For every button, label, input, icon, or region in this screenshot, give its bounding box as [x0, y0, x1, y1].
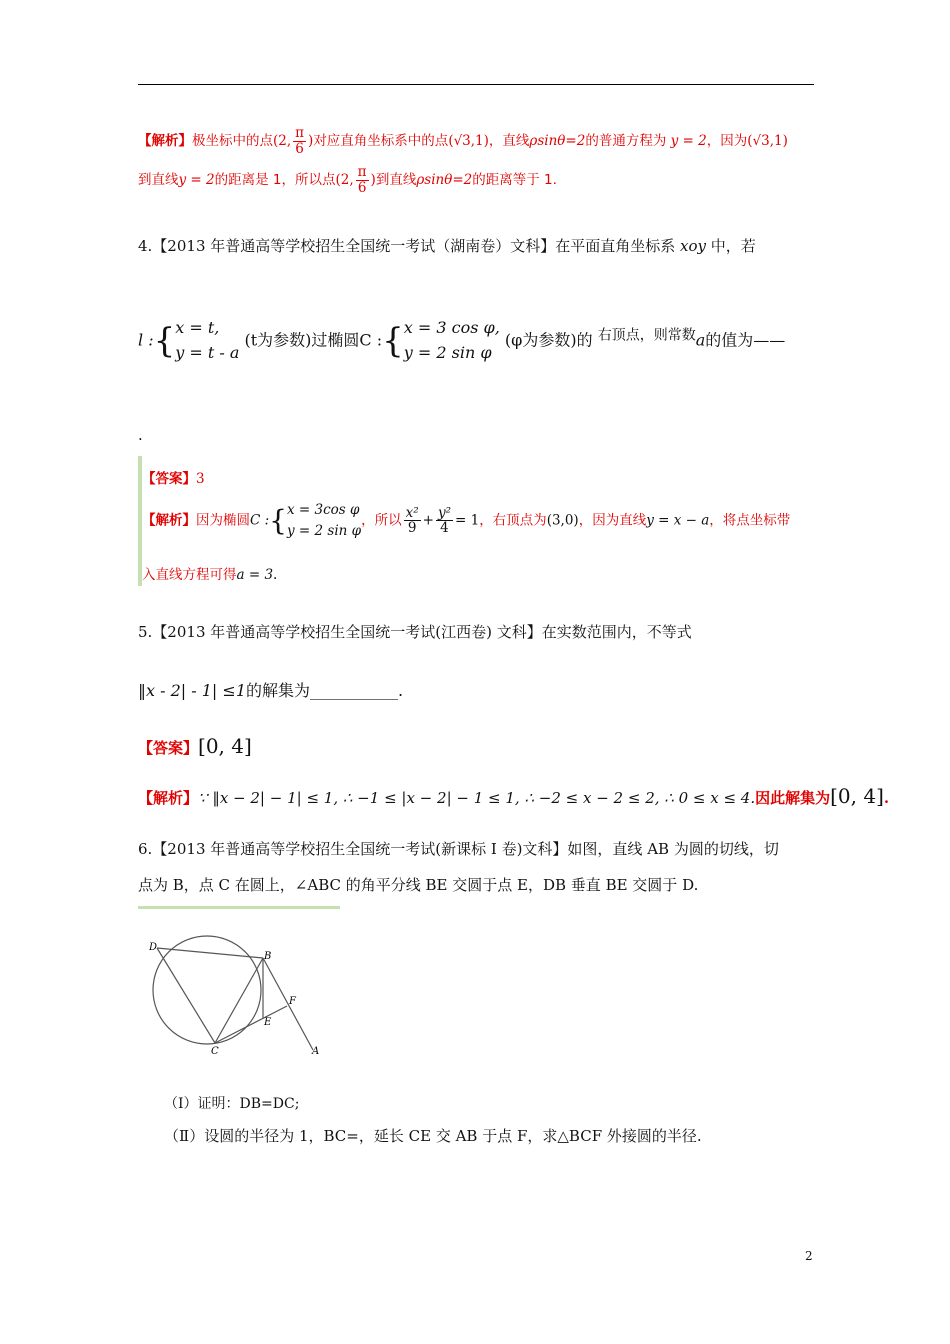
- label-E: E: [264, 1017, 272, 1028]
- q5-analysis: 【解析】∵ ‖x − 2| − 1| ≤ 1, ∴ −1 ≤ |x − 2| − 1 ≤ 1, ∴ −2 ≤ x − 2 ≤ 2, ∴ 0 ≤ x ≤ 4.因此解集为[0, 4].: [138, 784, 890, 808]
- ellipse-c-system: x = 3 cos φ, y = 2 sin φ: [403, 318, 500, 362]
- label-D: D: [149, 942, 158, 953]
- segment-DC: [157, 948, 215, 1043]
- figure-top-rule: [138, 906, 340, 909]
- q5-answer: 【答案】[0, 4]: [138, 734, 252, 758]
- prev-analysis-line1: 【解析】极坐标中的点(2, $\frac{\pi}{6}$ )对应直角坐标系中的点(√3,1)，直线ρsinθ=2的普通方程为 y = 2，因为(√3,1): [138, 125, 788, 157]
- header-rule: [138, 84, 814, 85]
- q4-analysis-line1: 【解析】因为椭圆C :{ x = 3cos φ y = 2 sin φ ，所以 $\frac{\text{x²}}{9}$ + $\frac{\text{y²}}{4}$ = 1，右顶点为(3,0)，因为直线y = x − a，将点坐标带: [142, 500, 790, 542]
- q4-analysis-line2: 入直线方程可得a = 3.: [142, 567, 278, 583]
- q6-line1: 6.【2013 年普通高等学校招生全国统一考试(新课标 I 卷)文科】如图，直线 AB 为圆的切线，切: [138, 840, 779, 858]
- label-F: F: [289, 996, 296, 1007]
- pi-over-six: $\frac{\pi}{6}$: [295, 125, 305, 157]
- prev-analysis-line2: 到直线y = 2的距离是 1，所以点(2, $\frac{\pi}{6}$ )到直线ρsinθ=2的距离等于 1.: [138, 164, 557, 196]
- y-squared-over-4: $\frac{\text{y²}}{4}$: [437, 504, 451, 537]
- page-number: 2: [805, 1249, 813, 1263]
- geometry-figure: [145, 930, 335, 1060]
- q5-inequality: ‖x - 2| - 1| ≤1的解集为___________.: [138, 681, 404, 700]
- label-B: B: [264, 951, 272, 962]
- q6-part2: （Ⅱ）设圆的半径为 1，BC=，延长 CE 交 AB 于点 F，求△BCF 外接圆的半径.: [164, 1127, 702, 1145]
- ellipse-analysis-system: x = 3cos φ y = 2 sin φ: [287, 502, 362, 539]
- answer-blank[interactable]: ___________: [310, 681, 399, 700]
- tangent-AB: [263, 958, 313, 1050]
- label-C: C: [211, 1046, 219, 1057]
- q4-answer: 【答案】3: [142, 471, 205, 487]
- pi-over-six-2: $\frac{\pi}{6}$: [357, 164, 367, 196]
- q4-stem: 4.【2013 年普通高等学校招生全国统一考试（湖南卷）文科】在平面直角坐标系 xoy 中，若: [138, 237, 756, 255]
- q6-part1: （Ⅰ）证明：DB=DC;: [164, 1096, 300, 1112]
- q4-equations: l :{ x = t, y = t - a (t为参数)过椭圆C :{ x = 3 cos φ, y = 2 sin φ (φ为参数)的 右顶点，则常数a的值为——: [138, 316, 785, 366]
- line-l-system: x = t, y = t - a: [175, 318, 240, 362]
- analysis-tag: 【解析】: [138, 132, 192, 149]
- q6-line2: 点为 B，点 C 在圆上，∠ABC 的角平分线 BE 交圆于点 E，DB 垂直 BE 交圆于 D.: [138, 876, 699, 894]
- x-squared-over-9: $\frac{\text{x²}}{9}$: [405, 504, 419, 537]
- label-A: A: [312, 1046, 320, 1057]
- q5-stem: 5.【2013 年普通高等学校招生全国统一考试(江西卷) 文科】在实数范围内，不等式: [138, 623, 692, 641]
- q4-dot: .: [138, 426, 143, 444]
